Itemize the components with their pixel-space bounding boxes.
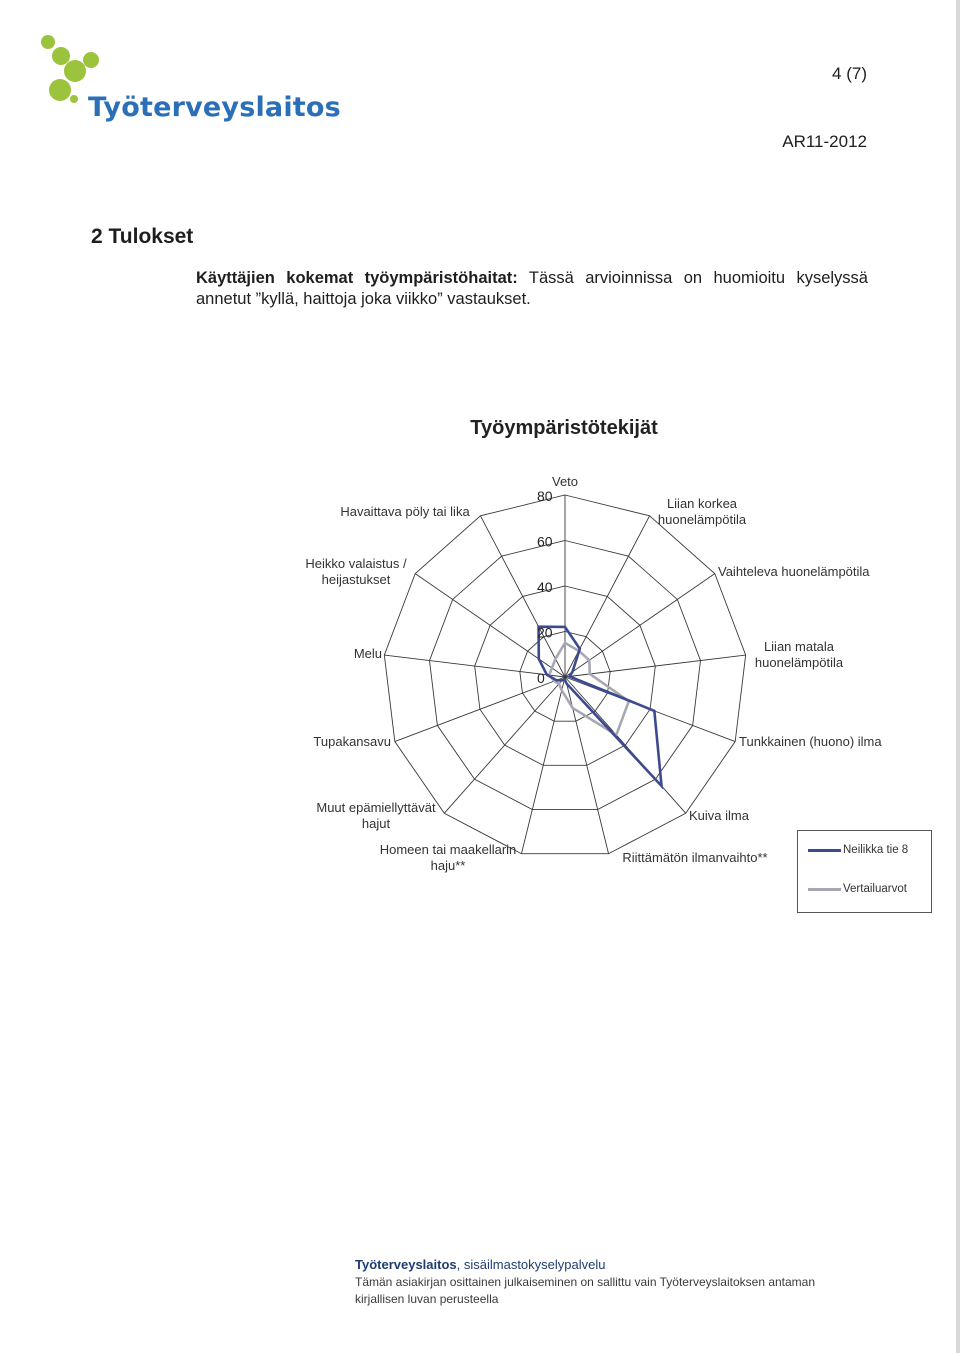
section-title: 2 Tulokset [91, 225, 194, 248]
logo-text: Työterveyslaitos [88, 92, 341, 123]
chart-title: Työympäristötekijät [470, 417, 658, 439]
axis-spoke-8 [444, 677, 565, 813]
series-line-neilikka [537, 624, 662, 786]
radial-tick-label-20: 20 [537, 624, 553, 641]
chart-legend [797, 830, 932, 913]
axis-label-11: Heikko valaistus / heijastukset [305, 556, 407, 587]
legend-swatch-vertailuarvot [808, 888, 841, 891]
legend-label-neilikka: Neilikka tie 8 [843, 844, 909, 856]
axis-label-8: Muut epämiellyttävät hajut [316, 800, 436, 831]
footer-line-3: kirjallisen luvan perusteella [355, 1292, 499, 1306]
radial-tick-label-60: 60 [537, 533, 553, 550]
radial-tick-label-80: 80 [537, 488, 553, 504]
axis-label-6: Riittämätön ilmanvaihto** [622, 850, 768, 865]
legend-item-vertailuarvot [808, 883, 907, 895]
axis-label-9: Tupakansavu [313, 734, 391, 749]
axis-label-4: Tunkkainen (huono) ilma [739, 734, 882, 749]
radial-tick-label-0: 0 [537, 670, 545, 686]
axis-spoke-9 [395, 677, 565, 742]
axis-label-2: Vaihteleva huonelämpötila [718, 564, 870, 579]
footer-org: Työterveyslaitos [355, 1257, 457, 1272]
footer [355, 1256, 815, 1308]
document-id: AR11-2012 [782, 132, 867, 151]
intro-bold: Käyttäjien kokemat työympäristöhaitat: [196, 269, 518, 287]
axis-label-12: Havaittava pöly tai lika [340, 504, 470, 519]
radial-tick-label-40: 40 [537, 579, 553, 595]
legend-item-neilikka [808, 844, 908, 856]
page-number: 4 (7) [832, 64, 867, 83]
axis-label-7: Homeen tai maakellarin haju** [379, 842, 517, 873]
axis-label-1: Liian korkea huonelämpötila [657, 496, 747, 527]
axis-label-3: Liian matala huonelämpötila [754, 639, 844, 670]
axis-label-5: Kuiva ilma [689, 808, 749, 823]
legend-swatch-neilikka [808, 849, 841, 852]
axis-label-0: Veto [551, 474, 579, 489]
footer-line-2: Tämän asiakirjan osittainen julkaiseminen on sallittu vain Työterveyslaitoksen antaman [355, 1275, 816, 1289]
footer-service: , sisäilmastokyselypalvelu [456, 1257, 606, 1272]
axis-label-10: Melu [353, 646, 382, 661]
intro-text: Tässä arvioinnissa on huomioitu kyselyssä annetut ”kyllä, haittoja joka viikko” vastaukset. [196, 269, 868, 308]
legend-label-vertailuarvot: Vertailuarvot [843, 883, 907, 895]
